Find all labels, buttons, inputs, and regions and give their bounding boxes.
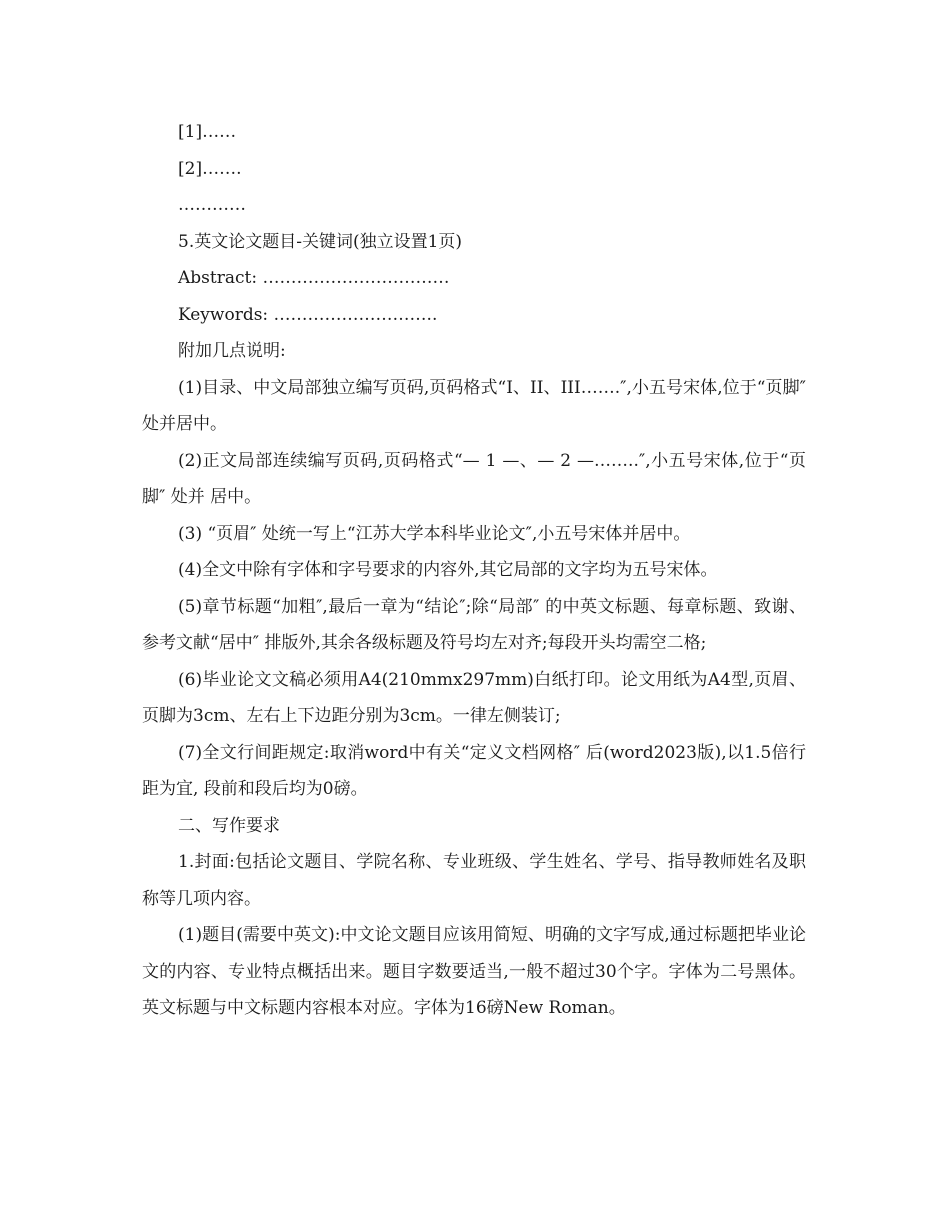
note-paragraph-4: (4)全文中除有字体和字号要求的内容外,其它局部的文字均为五号宋体。: [178, 560, 718, 580]
notes-heading: 附加几点说明:: [178, 341, 286, 361]
keywords-line: Keywords: ………………………..: [178, 304, 438, 325]
section-heading-writing-requirements: 二、写作要求: [178, 815, 280, 836]
requirement-paragraph-title: (1)题目(需要中英文):中文论文题目应该用简短、明确的文字写成,通过标题把毕业论文的内容、专业特点概括出来。题目字数要适当,一般不超过30个字。字体为二号黑体。英文标题与中文标题内容根本对应。字体为16磅New Roman。: [142, 925, 806, 1018]
reference-ellipsis: …………: [178, 195, 246, 215]
note-paragraph-1: (1)目录、中文局部独立编写页码,页码格式“I、II、III…….″,小五号宋体,位于“页脚″ 处并居中。: [142, 377, 812, 434]
reference-item-1: [1]……: [178, 122, 237, 142]
note-paragraph-5: (5)章节标题“加粗″,最后一章为“结论″;除“局部″ 的中英文标题、每章标题、致谢、 参考文献“居中″ 排版外,其余各级标题及符号均左对齐;每段开头均需空二格;: [142, 596, 812, 653]
note-paragraph-2: (2)正文局部连续编写页码,页码格式“— 1 —、— 2 —……..″,小五号宋体,位于“页脚″ 处并 居中。: [142, 450, 806, 507]
reference-item-2: [2]…….: [178, 158, 242, 179]
document-body: [142, 114, 812, 1027]
note-paragraph-3: (3) “页眉″ 处统一写上“江苏大学本科毕业论文″,小五号宋体并居中。: [178, 523, 691, 544]
note-paragraph-7: (7)全文行间距规定:取消word中有关“定义文档网格″ 后(word2023版),以1.5倍行距为宜, 段前和段后均为0磅。: [142, 742, 806, 799]
section-heading-english-title: 5.英文论文题目-关键词(独立设置1页): [178, 231, 463, 252]
requirement-paragraph-cover: 1.封面:包括论文题目、学院名称、专业班级、学生姓名、学号、指导教师姓名及职称等几项内容。: [142, 852, 806, 909]
abstract-line: Abstract: ……………………………: [178, 268, 450, 288]
note-paragraph-6: (6)毕业论文文稿必须用A4(210mmx297mm)白纸打印。论文用纸为A4型,页眉、页脚为3cm、左右上下边距分别为3cm。一律左侧装订;: [142, 669, 806, 726]
